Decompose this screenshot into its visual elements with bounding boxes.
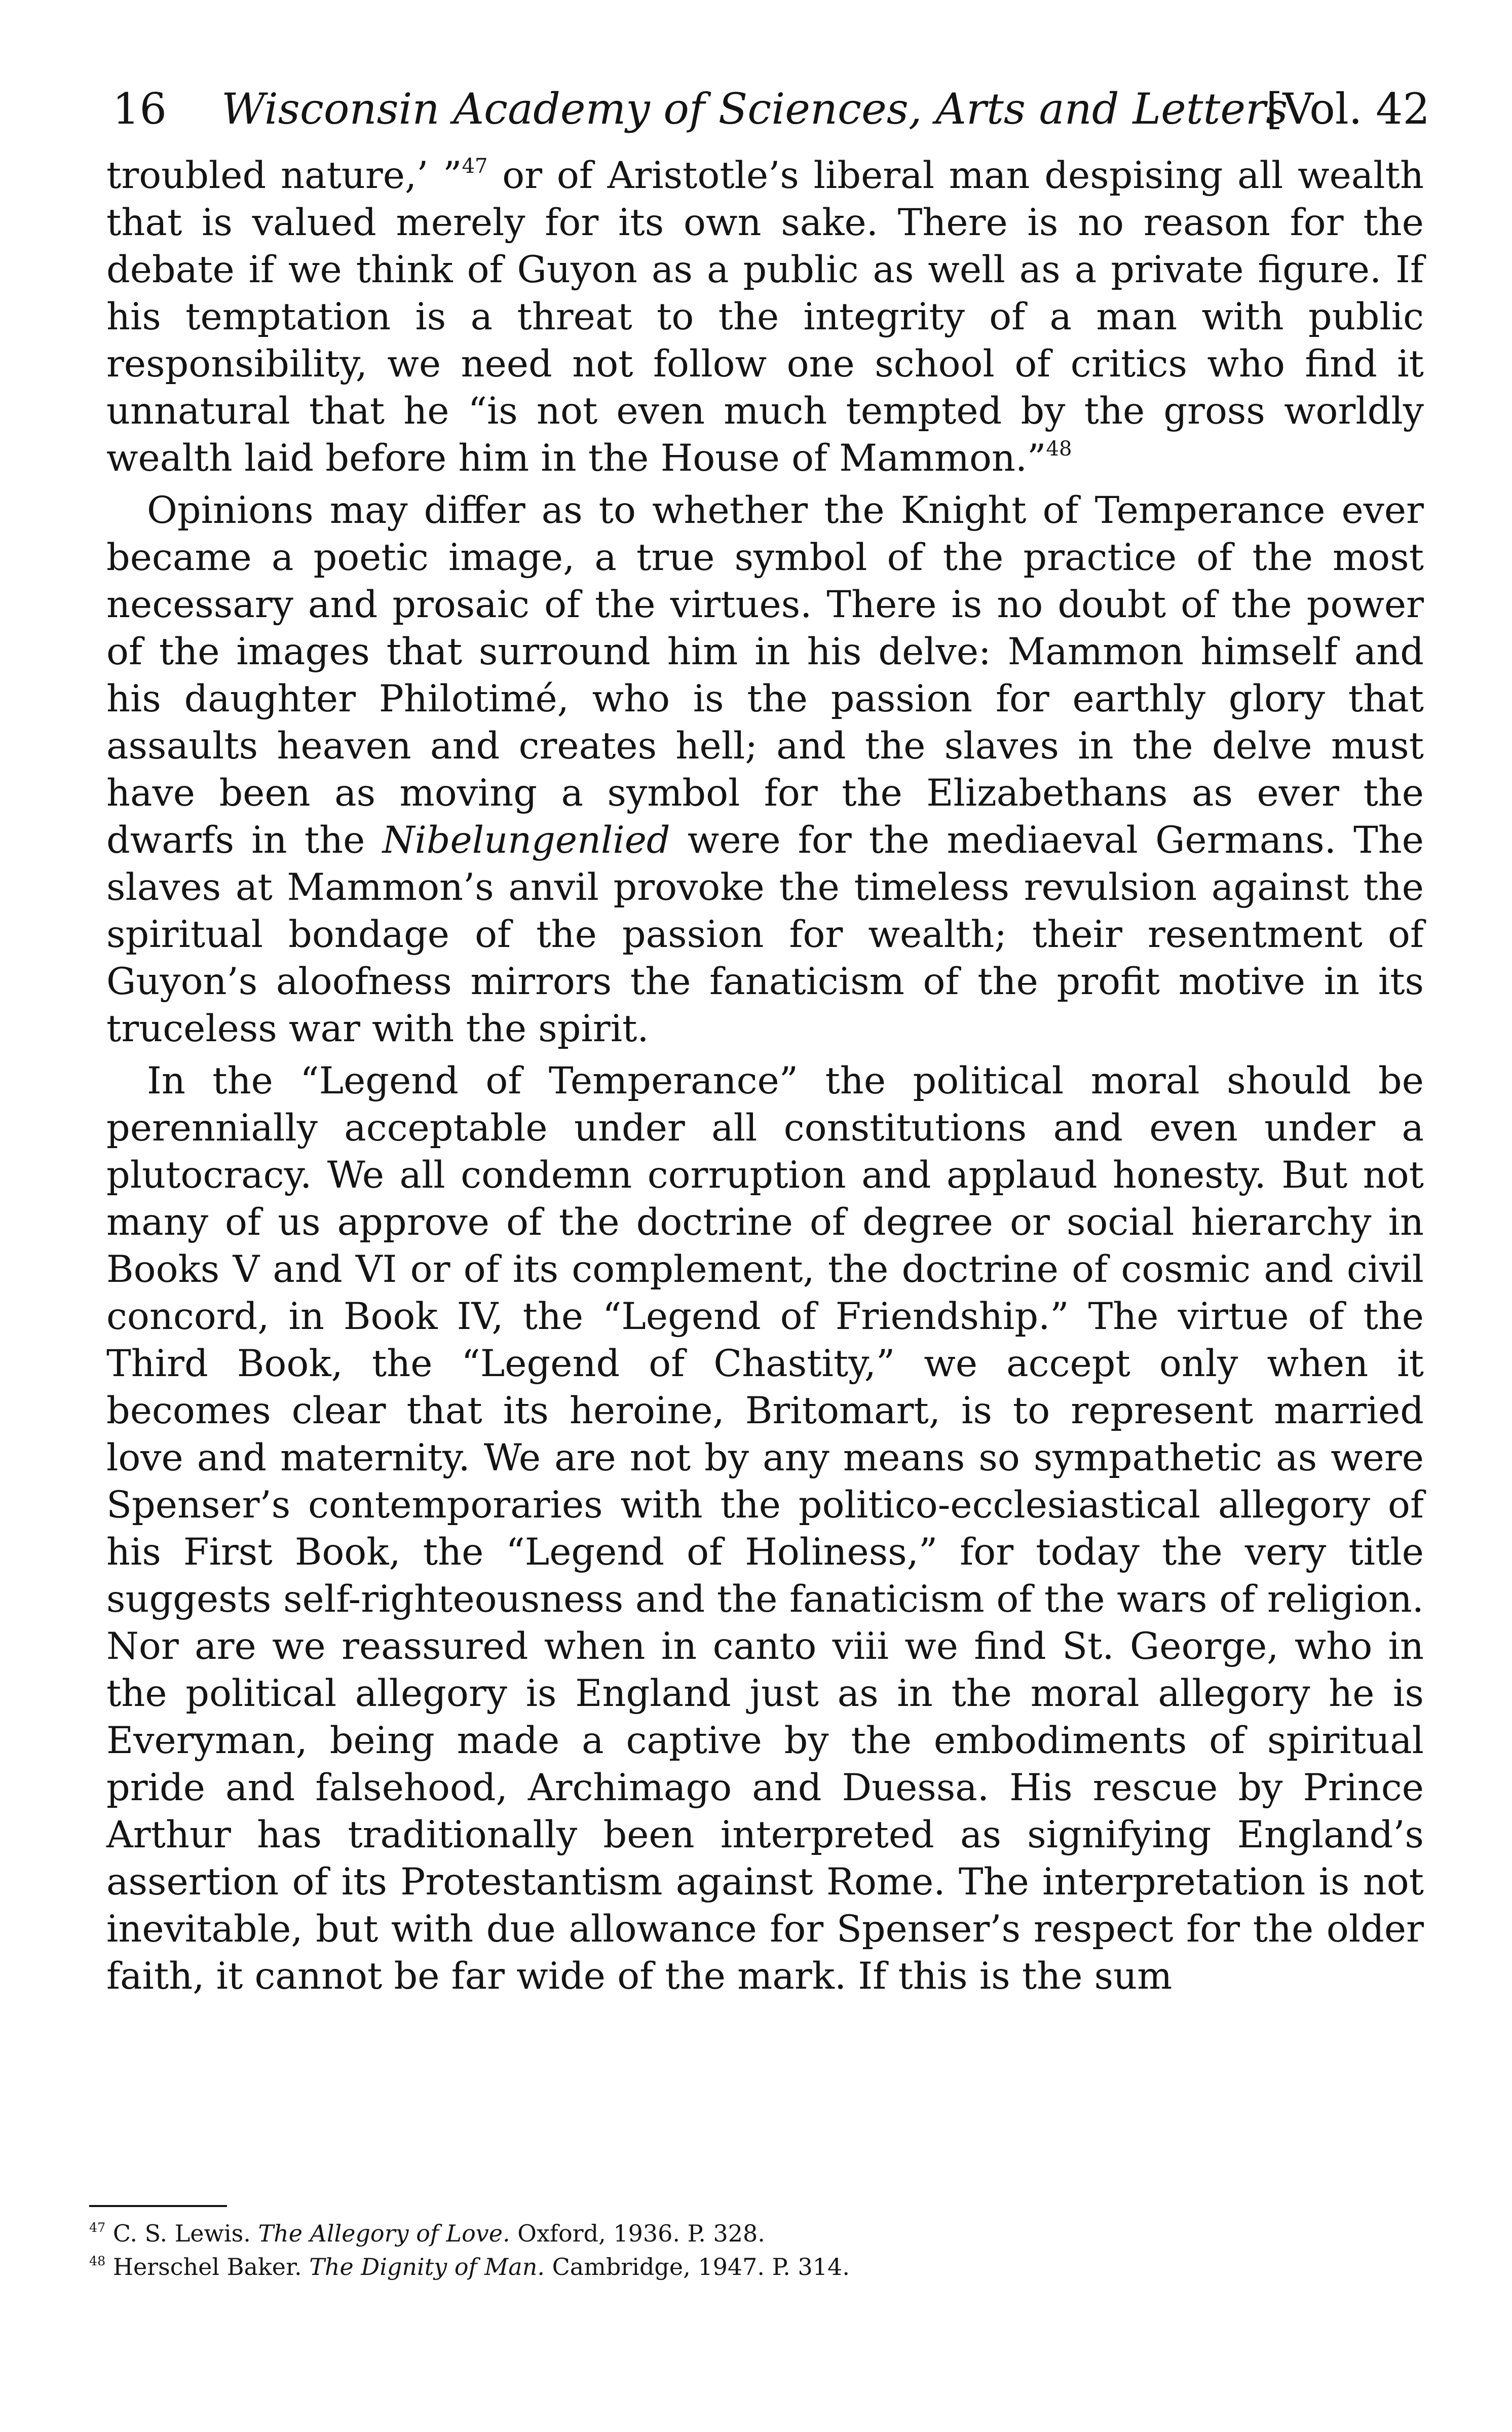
body-text [106, 152, 1424, 2000]
footnote-italic-title: The Dignity of Man. [309, 2253, 545, 2281]
paragraph-2-text-a: Opinions may differ as to whether the Knight of Temperance ever became a poetic image, a true symbol of the practice of the most necessary and prosaic of the virtues. There is no doubt of the power of the images that surround him in his delve: Mammon himself and his daughter Philotimé, who is the passion for earthly glory that assaults heaven and creates hell; and the slaves in the delve must have been as moving a symbol for the Elizabethans as ever the dwarfs in the [106, 489, 1424, 862]
footnote-number: 48 [89, 2254, 106, 2269]
running-header [112, 71, 1430, 147]
footnote-text: Cambridge, 1947. P. 314. [544, 2253, 850, 2281]
paragraph-2-italic-title: Nibelungenlied [382, 819, 670, 862]
paragraph-1-text-b: or of Aristotle’s liberal man despising all wealth that is valued merely for its own sake. There is no reason for the debate if we think of Guyon as a public as well as a private figure. If his temptation is a threat to the integrity of a man with public responsibility, we need not follow one school of critics who find it unnatural that he “is not even much tempted by the gross worldly wealth laid before him in the House of Mammon.” [106, 154, 1424, 480]
paragraph-3: In the “Legend of Temperance” the political moral should be perennially acceptable under all constitutions and even under a plutocracy. We all condemn corruption and applaud honesty. But not many of us approve of the doctrine of degree or social hierarchy in Books V and VI or of its complement, the doctrine of cosmic and civil concord, in Book IV, the “Legend of Friendship.” The virtue of the Third Book, the “Legend of Chastity,” we accept only when it becomes clear that its heroine, Britomart, is to represent married love and maternity. We are not by any means so sympathetic as were Spenser’s contemporaries with the politico-ecclesiastical allegory of his First Book, the “Legend of Holiness,” for today the very title suggests self-righteousness and the fanaticism of the wars of religion. Nor are we reassured when in canto viii we find St. George, who in the political allegory is England just as in the moral allegory he is Everyman, being made a captive by the embodiments of spiritual pride and falsehood, Archimago and Duessa. His rescue by Prince Arthur has traditionally been interpreted as signifying England’s assertion of its Protestantism against Rome. The interpretation is not inevitable, but with due allowance for Spenser’s respect for the older faith, it cannot be far wide of the mark. If this is the sum [106, 1059, 1424, 1998]
paragraph-1 [106, 152, 1424, 482]
footnote-ref-48: 48 [1046, 437, 1072, 461]
footnote-47 [89, 2218, 1255, 2249]
page-number: 16 [112, 84, 167, 134]
footnote-divider [89, 2205, 227, 2207]
footnote-text: Oxford, 1936. P. 328. [510, 2220, 765, 2247]
footnote-number: 47 [89, 2220, 106, 2235]
footnote-48 [89, 2252, 1255, 2282]
paragraph-2-text-b: were for the mediaeval Germans. The slaves at Mammon’s anvil provoke the timeless revulsion against the spiritual bondage of the passion for wealth; their resentment of Guyon’s aloofness mirrors the fanaticism of the profit motive in its truceless war with the spirit. [106, 819, 1424, 1050]
paragraph-2 [106, 487, 1424, 1052]
journal-title: Wisconsin Academy of Sciences, Arts and Letters [221, 84, 1288, 134]
footnote-ref-47: 47 [462, 154, 488, 178]
footnote-italic-title: The Allegory of Love. [258, 2220, 510, 2247]
volume-label: [Vol. 42 [1266, 84, 1430, 134]
footnote-text: C. S. Lewis. [105, 2220, 258, 2247]
paragraph-1-text-a: troubled nature,’ ” [106, 154, 462, 197]
footnote-text: Herschel Baker. [105, 2253, 310, 2281]
